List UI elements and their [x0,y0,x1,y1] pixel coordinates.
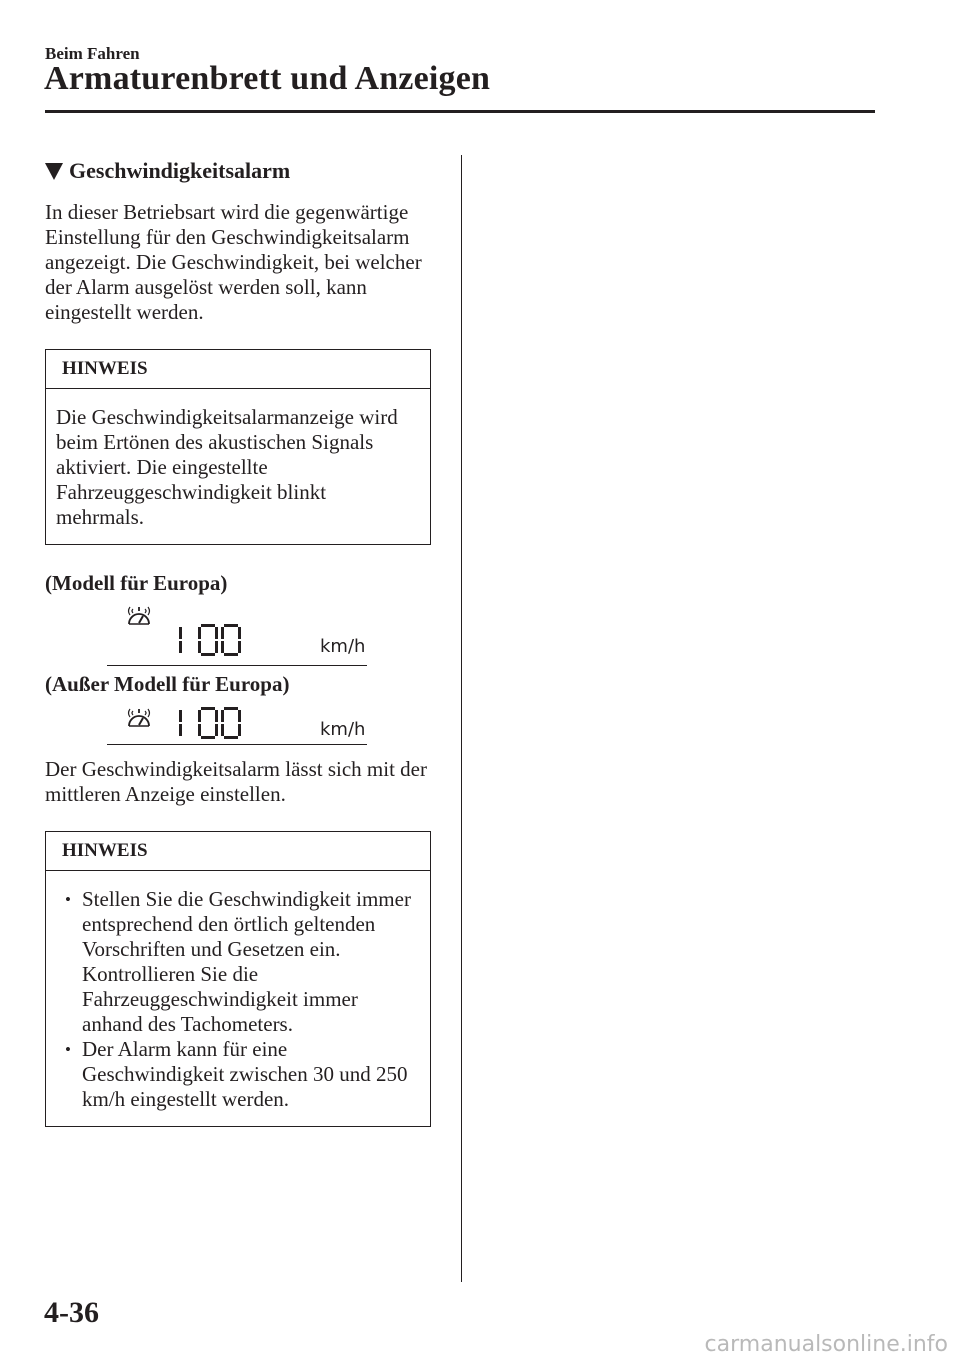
speed-unit: km/h [320,636,366,657]
display-baseline [107,665,367,666]
model-label-europe: (Modell für Europa) [45,571,228,595]
speed-alarm-icon [124,707,154,731]
note-list [56,887,414,1112]
list-item [56,887,414,1037]
section-heading-text: Geschwindigkeitsalarm [69,158,291,183]
model-label-other: (Außer Modell für Europa) [45,672,290,696]
title-rule [45,110,875,113]
intro-paragraph: In dieser Betriebsart wird die gegenwärtige Einstellung für den Geschwindigkeitsalarm angezeigt. Die Geschwindigkeit, bei welcher der Alarm ausgelöst werden soll, kann eingestellt werden. [45,200,422,324]
list-item-text: Stellen Sie die Geschwindigkeit immer entsprechend den örtlich geltenden Vorschriften und Gesetzen ein. Kontrollieren Sie die Fahrzeuggeschwindigkeit immer anhand des Tachometers. [82,887,411,1036]
chapter-title: Armaturenbrett und Anzeigen [44,60,491,97]
column-divider [461,155,462,1282]
bullet-icon: • [65,1040,71,1059]
seven-segment-digits [177,707,241,739]
section-label: Beim Fahren [45,44,140,63]
display-baseline [107,744,367,745]
list-item [56,1037,414,1112]
note-box-2 [45,831,431,1127]
watermark: carmanualsonline.info [704,1332,948,1357]
note-title: HINWEIS [46,832,430,871]
list-item-text: Der Alarm kann für eine Geschwindigkeit zwischen 30 und 250 km/h eingestellt werden. [82,1037,408,1111]
note-title: HINWEIS [46,350,430,389]
note-box-1 [45,349,431,545]
note-list-container [46,871,430,1126]
speed-display-europe [107,604,367,666]
outro-paragraph: Der Geschwindigkeitsalarm lässt sich mit der mittleren Anzeige einstellen. [45,757,427,806]
left-column [45,158,435,1127]
section-heading [45,158,435,184]
page-number: 4-36 [44,1296,99,1329]
triangle-down-icon [45,163,63,180]
seven-segment-digits [177,624,241,656]
speed-alarm-icon [124,605,154,629]
speed-display-other [107,705,367,745]
speed-unit: km/h [320,719,366,740]
bullet-icon: • [65,890,71,909]
note-text: Die Geschwindigkeitsalarmanzeige wird beim Ertönen des akustischen Signals aktiviert. Die eingestellte Fahrzeuggeschwindigkeit blinkt mehrmals. [56,405,398,529]
